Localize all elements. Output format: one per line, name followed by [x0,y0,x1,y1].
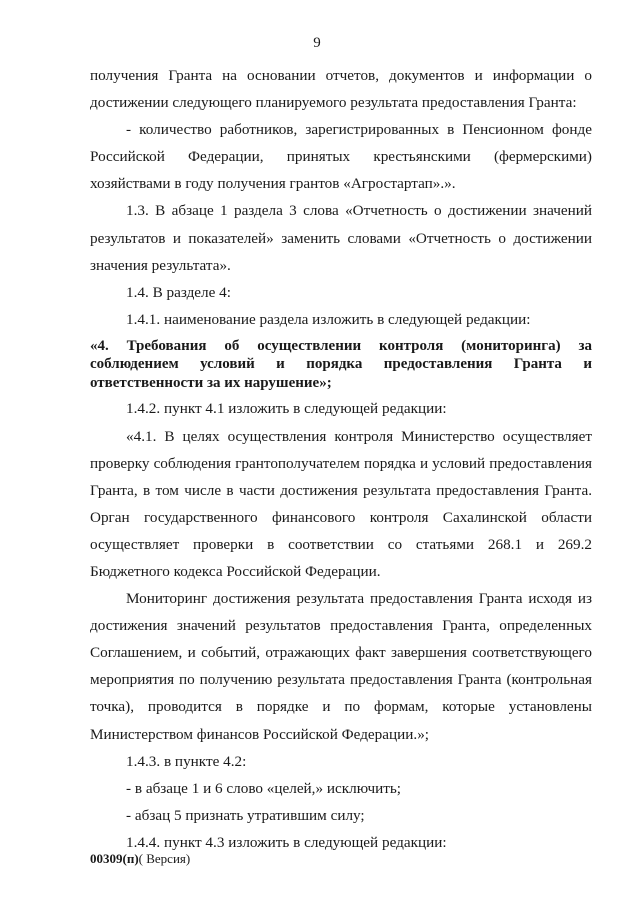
paragraph-9: Мониторинг достижения результата предоставления Гранта исходя из достижения значений результатов предоставления Гранта, определенных Соглашением, и событий, отражающих факт завершения соответствующего мероприятия по получению результата предоставления Гранта (контрольная точка), проводится в порядке и по формам, которые установлены Министерством финансов Российской Федерации.»; [90,590,592,743]
paragraph-8: «4.1. В целях осуществления контроля Министерство осуществляет проверку соблюдения грантополучателем порядка и условий предоставления Гранта, в том числе в части достижения результата предоставления Гранта. Орган государственного финансового контроля Сахалинской области осуществляет проверки в соответствии со статьями 268.1 и 269.2 Бюджетного кодекса Российской Федерации. [90,427,592,580]
paragraph-4: 1.4. В разделе 4: [126,283,231,301]
paragraph-7: 1.4.2. пункт 4.1 изложить в следующей редакции: [126,400,447,418]
section-heading: «4. Требования об осуществлении контроля (мониторинга) за соблюдением условий и порядка предоставления Гранта и ответственности за их нарушение»; [90,337,592,391]
paragraph-13: 1.4.4. пункт 4.3 изложить в следующей редакции: [126,833,447,851]
paragraph-2: - количество работников, зарегистрированных в Пенсионном фонде Российской Федерации, принятых крестьянскими (фермерскими) хозяйствами в году получения грантов «Агростартап».». [90,121,592,193]
document-body [90,62,592,856]
paragraph-3: 1.3. В абзаце 1 раздела 3 слова «Отчетность о достижении значений результатов и показателей» заменить словами «Отчетность о достижении значения результата». [90,202,592,274]
paragraph-12: - абзац 5 признать утратившим силу; [126,806,365,824]
paragraph-11: - в абзаце 1 и 6 слово «целей,» исключить; [126,779,402,797]
footer [90,851,190,867]
paragraph-1: получения Гранта на основании отчетов, документов и информации о достижении следующего планируемого результата предоставления Гранта: [90,67,592,112]
document-code: 00309(п) [90,851,139,866]
paragraph-10: 1.4.3. в пункте 4.2: [126,752,247,770]
version-label: ( Версия) [138,851,191,866]
paragraph-5: 1.4.1. наименование раздела изложить в следующей редакции: [126,310,531,328]
page-number: 9 [313,35,321,51]
